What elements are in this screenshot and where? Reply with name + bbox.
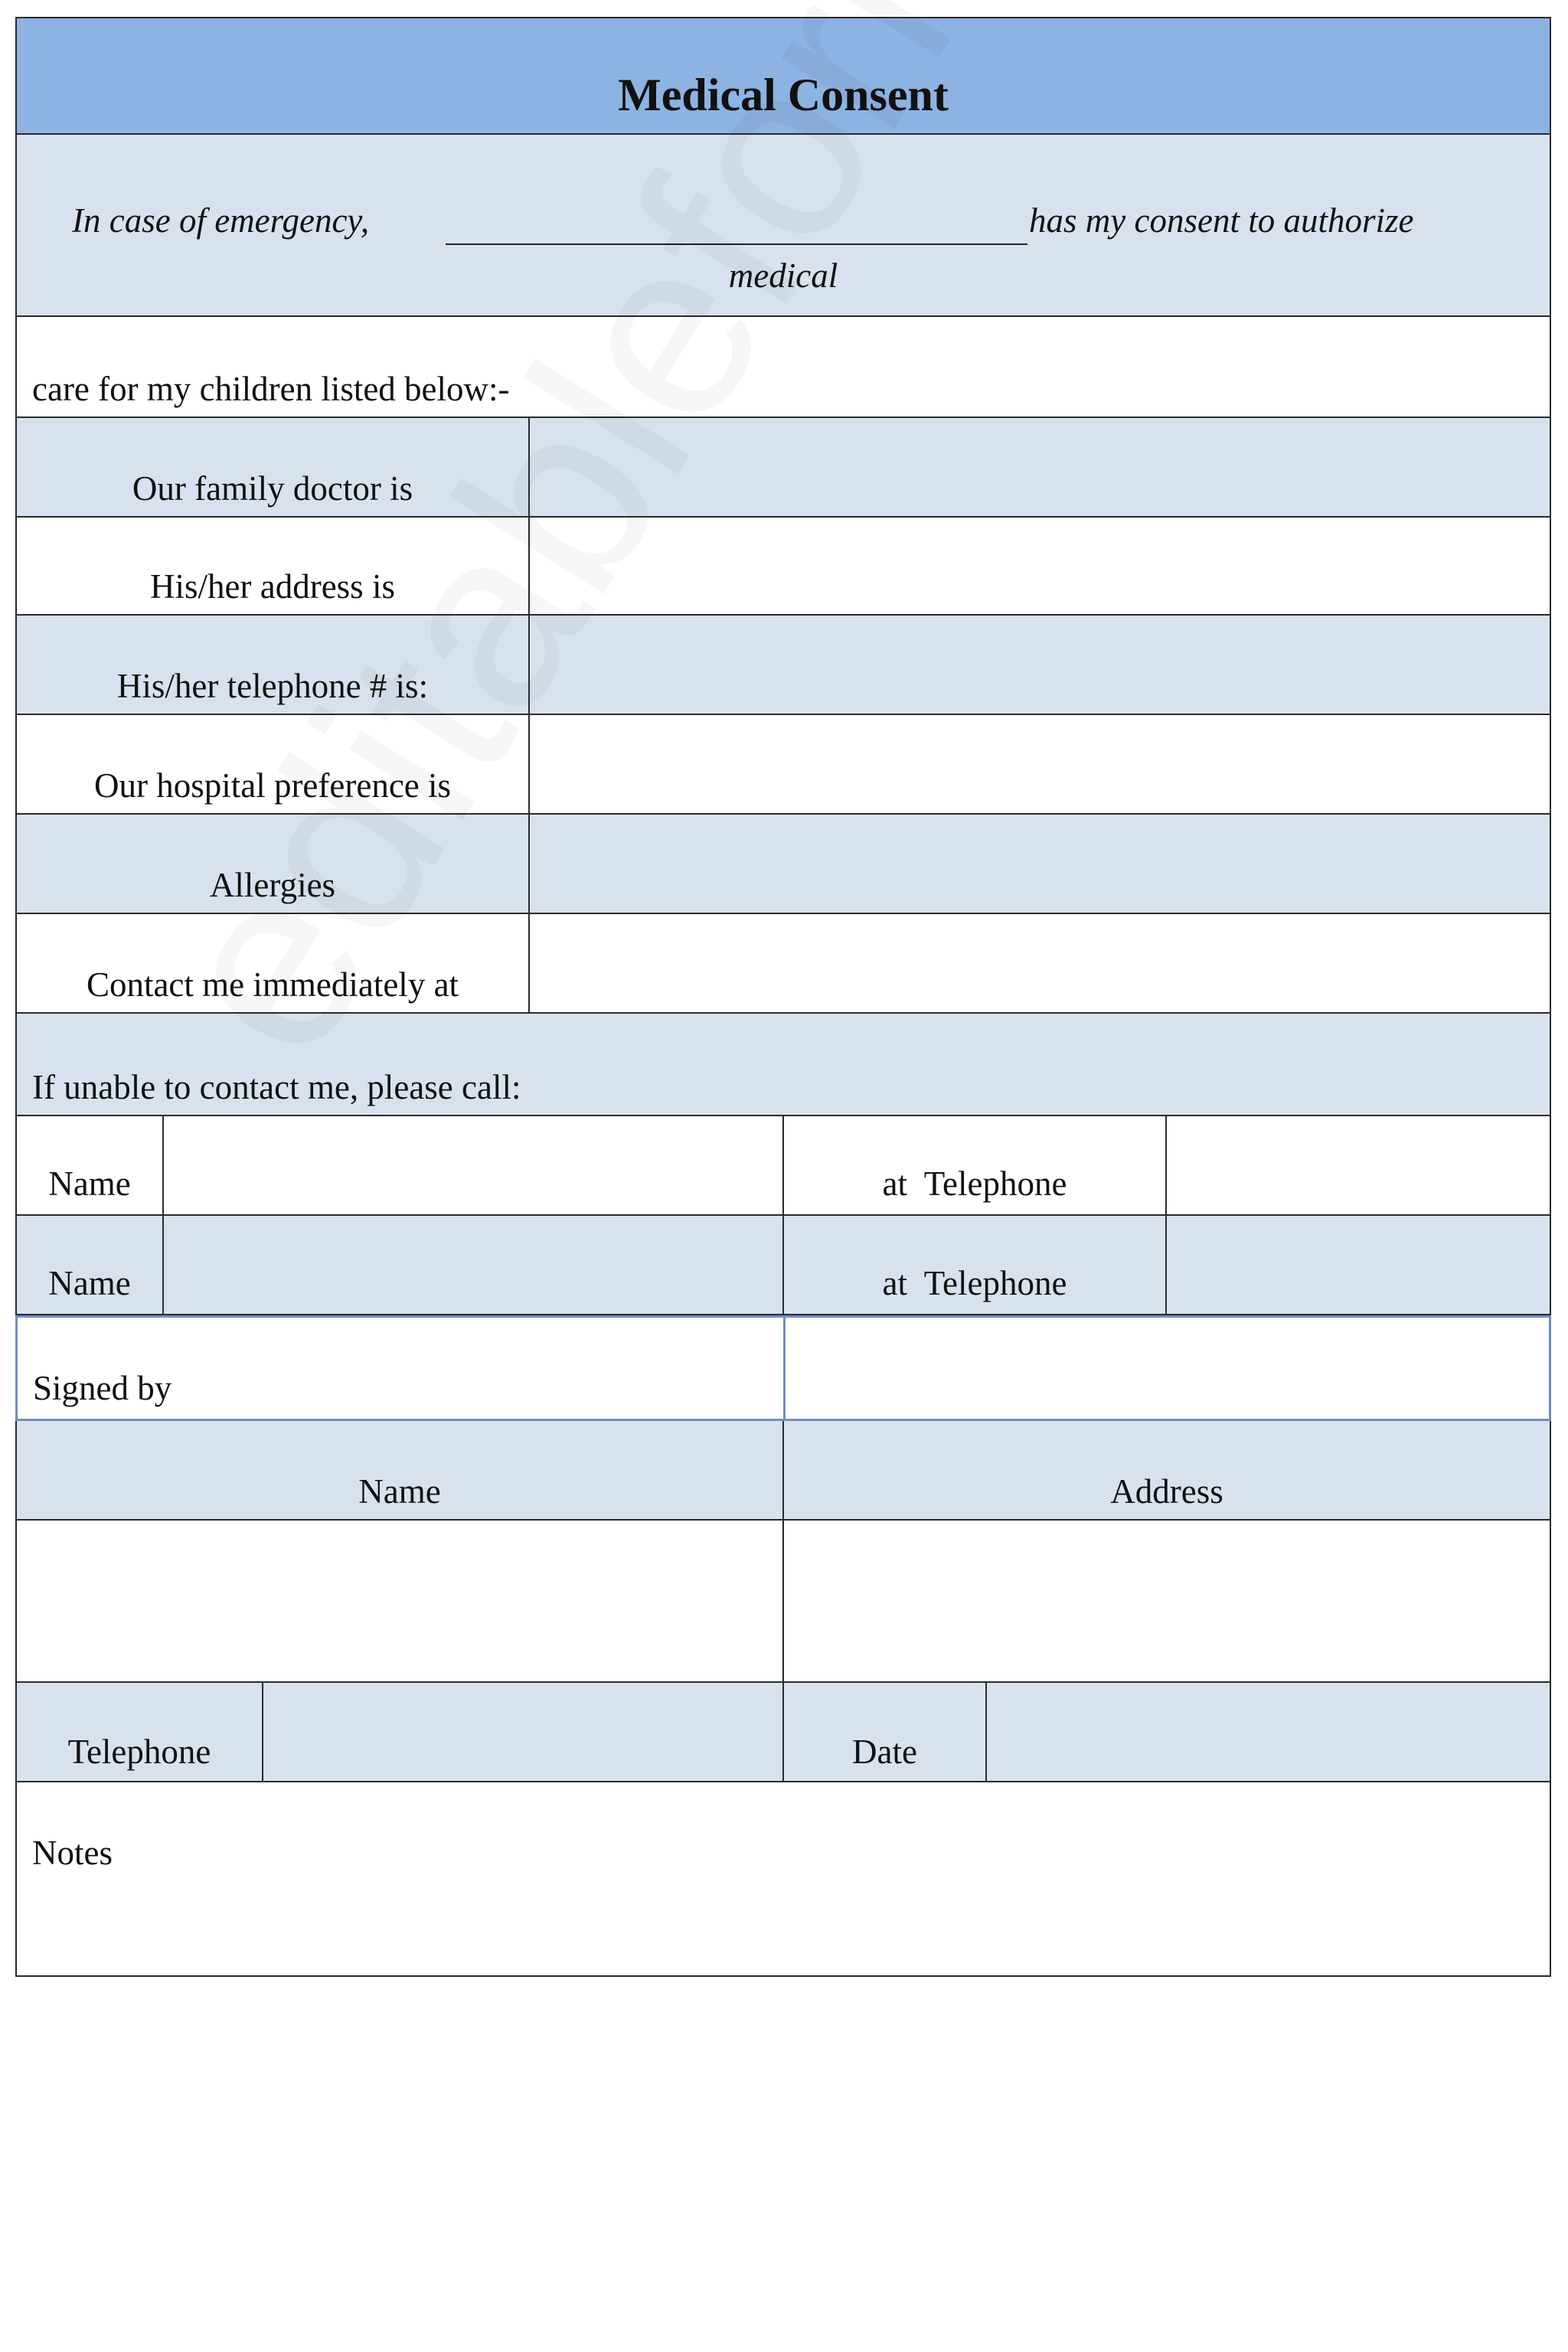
signer-telephone-label: Telephone: [67, 1733, 211, 1771]
form-title: Medical Consent: [618, 70, 949, 120]
name-label: Name: [48, 1264, 131, 1302]
doctor-telephone-input[interactable]: [530, 616, 1550, 714]
intro-text-end: medical: [728, 256, 838, 295]
alternate-contact-row: [17, 1216, 1550, 1315]
field-label-cell: [17, 418, 530, 516]
signed-by-label-cell: [15, 1315, 786, 1421]
telephone-label-cell: [784, 1216, 1167, 1314]
signed-by-row: [17, 1315, 1550, 1421]
telephone-label-cell: [784, 1116, 1167, 1214]
field-label-cell: [17, 518, 530, 614]
field-label-cell: [17, 715, 530, 813]
intro-text-middle: has my consent to authorize: [1029, 201, 1414, 240]
signer-name-header-cell: [17, 1421, 784, 1519]
family-doctor-input[interactable]: [530, 418, 1550, 516]
intro-continuation: care for my children listed below:-: [32, 370, 510, 408]
signer-name-input[interactable]: [17, 1521, 784, 1681]
telephone-date-row: [17, 1683, 1550, 1782]
signer-address-header-cell: [784, 1421, 1550, 1519]
signature-input[interactable]: [783, 1315, 1551, 1421]
doctor-address-input[interactable]: [530, 518, 1550, 614]
alternate-contact-heading-row: [17, 1014, 1550, 1116]
field-row-hospital-preference: [17, 715, 1550, 815]
field-label: Allergies: [209, 866, 336, 904]
telephone-label: at Telephone: [882, 1165, 1067, 1203]
alternate-contact-1-telephone-input[interactable]: [1167, 1116, 1550, 1214]
medical-consent-form: [15, 17, 1551, 1977]
allergies-input[interactable]: [530, 815, 1550, 913]
hospital-preference-input[interactable]: [530, 715, 1550, 813]
alternate-contact-row: [17, 1116, 1550, 1216]
name-label-cell: [17, 1116, 164, 1214]
notes-row[interactable]: [17, 1782, 1550, 1975]
field-row-doctor-address: [17, 518, 1550, 616]
notes-label: Notes: [32, 1834, 113, 1872]
date-label-cell: [784, 1683, 987, 1781]
intro-text-start: In case of emergency,: [72, 201, 370, 240]
signer-input-row: [17, 1521, 1550, 1683]
date-input[interactable]: [987, 1683, 1550, 1781]
field-label: His/her address is: [150, 567, 395, 606]
name-label-cell: [17, 1216, 164, 1314]
alternate-contact-1-name-input[interactable]: [164, 1116, 784, 1214]
alternate-contact-2-telephone-input[interactable]: [1167, 1216, 1550, 1314]
date-label: Date: [852, 1733, 917, 1771]
intro-continuation-row: [17, 317, 1550, 418]
field-row-contact-immediately: [17, 914, 1550, 1014]
alternate-contact-2-name-input[interactable]: [164, 1216, 784, 1314]
telephone-label: at Telephone: [882, 1264, 1067, 1302]
field-label-cell: [17, 914, 530, 1012]
signer-name-header: Name: [358, 1472, 441, 1511]
signer-address-input[interactable]: [784, 1521, 1550, 1681]
telephone-label-cell: [17, 1683, 263, 1781]
field-label: His/her telephone # is:: [116, 667, 429, 705]
title-band: [17, 18, 1550, 135]
field-label: Contact me immediately at: [86, 965, 459, 1004]
field-label: Our family doctor is: [132, 469, 413, 508]
name-label: Name: [48, 1165, 131, 1203]
signed-by-label: Signed by: [33, 1369, 172, 1407]
contact-immediately-input[interactable]: [530, 914, 1550, 1012]
field-row-family-doctor: [17, 418, 1550, 518]
signer-telephone-input[interactable]: [263, 1683, 784, 1781]
signer-header-row: [17, 1421, 1550, 1521]
intro-section: [17, 135, 1550, 317]
signer-address-header: Address: [1110, 1472, 1223, 1511]
field-label: Our hospital preference is: [93, 766, 452, 805]
field-label-cell: [17, 815, 530, 913]
field-row-allergies: [17, 815, 1550, 914]
field-row-doctor-telephone: [17, 616, 1550, 715]
guardian-name-blank[interactable]: [446, 243, 1027, 245]
field-label-cell: [17, 616, 530, 714]
alternate-contact-heading: If unable to contact me, please call:: [32, 1068, 521, 1106]
